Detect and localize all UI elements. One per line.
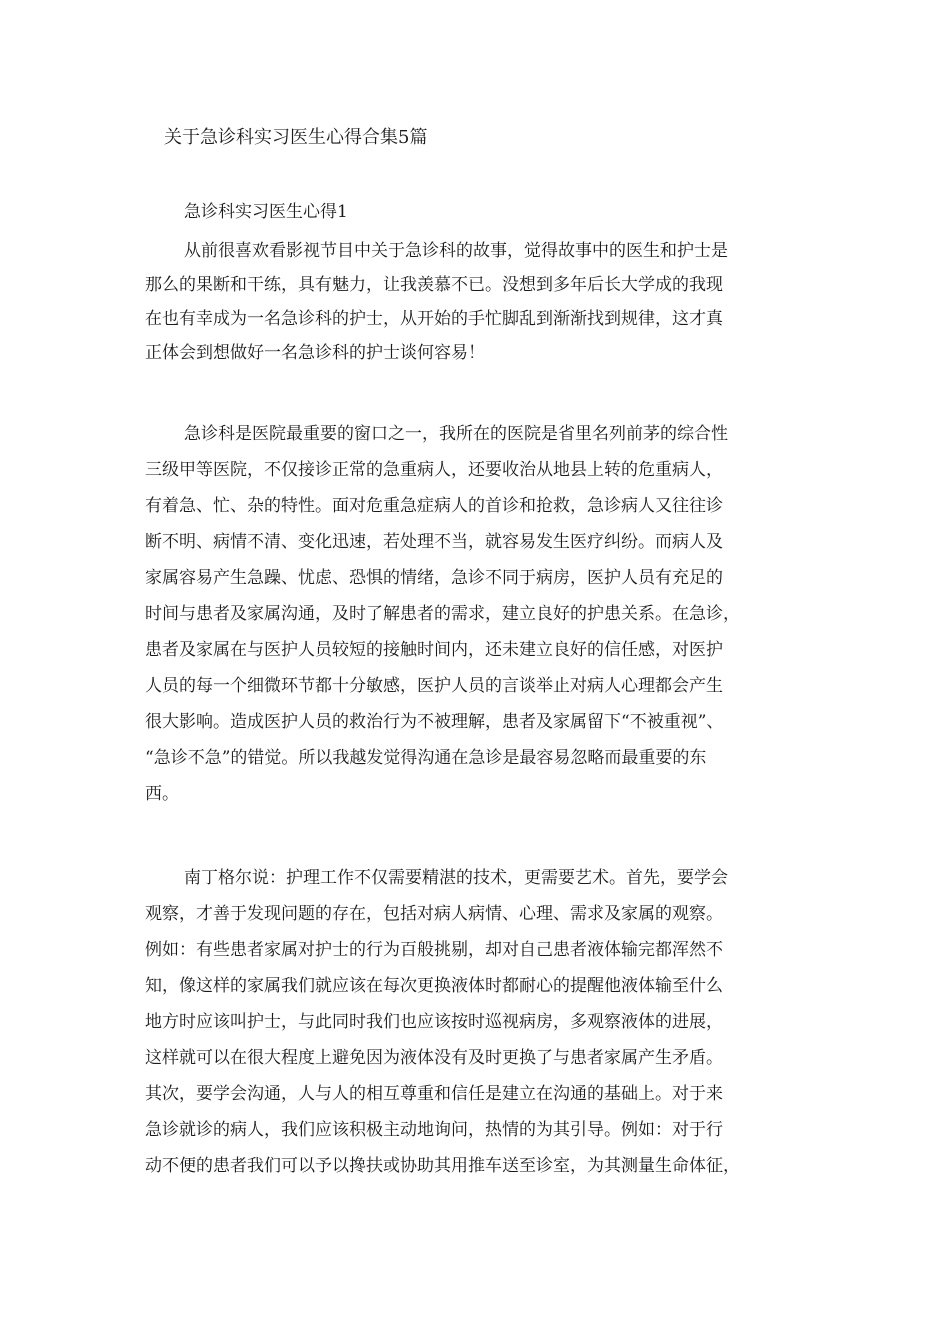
paragraph-3-line-5: 地方时应该叫护士，与此同时我们也应该按时巡视病房，多观察液体的进展， xyxy=(145,1012,723,1032)
paragraph-2-line-6: 时间与患者及家属沟通，及时了解患者的需求，建立良好的护患关系。在急诊， xyxy=(145,604,740,624)
paragraph-2-line-5: 家属容易产生急躁、忧虑、恐惧的情绪，急诊不同于病房，医护人员有充足的 xyxy=(145,568,723,588)
paragraph-2-line-9: 很大影响。造成医护人员的救治行为不被理解，患者及家属留下“不被重视”、 xyxy=(145,712,724,732)
paragraph-2-line-1: 急诊科是医院最重要的窗口之一，我所在的医院是省里名列前茅的综合性 xyxy=(184,424,728,444)
paragraph-2-line-3: 有着急、忙、杂的特性。面对危重急症病人的首诊和抢救，急诊病人又往往诊 xyxy=(145,496,723,516)
paragraph-2-line-8: 人员的每一个细微环节都十分敏感，医护人员的言谈举止对病人心理都会产生 xyxy=(145,676,723,696)
paragraph-2-line-2: 三级甲等医院，不仅接诊正常的急重病人，还要收治从地县上转的危重病人， xyxy=(145,460,723,480)
paragraph-3-line-1: 南丁格尔说：护理工作不仅需要精湛的技术，更需要艺术。首先，要学会 xyxy=(184,868,728,888)
paragraph-1-line-1: 从前很喜欢看影视节目中关于急诊科的故事，觉得故事中的医生和护士是 xyxy=(184,241,728,261)
paragraph-1-line-4: 正体会到想做好一名急诊科的护士谈何容易！ xyxy=(145,343,485,363)
paragraph-3-line-8: 急诊就诊的病人，我们应该积极主动地询问，热情的为其引导。例如：对于行 xyxy=(145,1120,723,1140)
paragraph-2-line-10: “急诊不急”的错觉。所以我越发觉得沟通在急诊是最容易忽略而最重要的东 xyxy=(145,748,707,768)
paragraph-3-line-6: 这样就可以在很大程度上避免因为液体没有及时更换了与患者家属产生矛盾。 xyxy=(145,1048,723,1068)
section-heading: 急诊科实习医生心得1 xyxy=(184,202,348,222)
document-title: 关于急诊科实习医生心得合集5篇 xyxy=(164,127,428,148)
paragraph-3-line-2: 观察，才善于发现问题的存在，包括对病人病情、心理、需求及家属的观察。 xyxy=(145,904,723,924)
paragraph-3-line-3: 例如：有些患者家属对护士的行为百般挑剔，却对自己患者液体输完都浑然不 xyxy=(145,940,723,960)
paragraph-3-line-4: 知，像这样的家属我们就应该在每次更换液体时都耐心的提醒他液体输至什么 xyxy=(145,976,723,996)
paragraph-2-line-4: 断不明、病情不清、变化迅速，若处理不当，就容易发生医疗纠纷。而病人及 xyxy=(145,532,723,552)
paragraph-3-line-7: 其次，要学会沟通，人与人的相互尊重和信任是建立在沟通的基础上。对于来 xyxy=(145,1084,723,1104)
paragraph-3-line-9: 动不便的患者我们可以予以搀扶或协助其用推车送至诊室，为其测量生命体征， xyxy=(145,1156,740,1176)
paragraph-2-line-7: 患者及家属在与医护人员较短的接触时间内，还未建立良好的信任感，对医护 xyxy=(145,640,723,660)
paragraph-2-line-11: 西。 xyxy=(145,784,179,804)
paragraph-1-line-2: 那么的果断和干练，具有魅力，让我羡慕不已。没想到多年后长大学成的我现 xyxy=(145,275,723,295)
paragraph-1-line-3: 在也有幸成为一名急诊科的护士，从开始的手忙脚乱到渐渐找到规律，这才真 xyxy=(145,309,723,329)
